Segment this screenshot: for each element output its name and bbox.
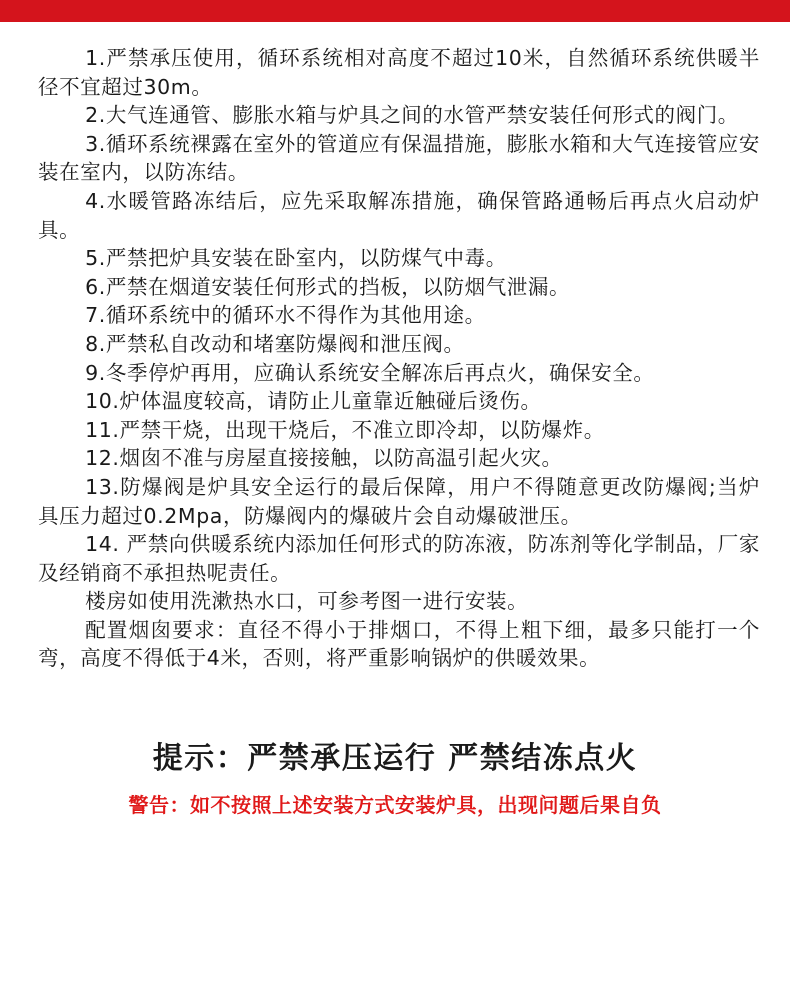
rule-1: 1.严禁承压使用，循环系统相对高度不超过10米，自然循环系统供暖半径不宜超过30m。: [38, 46, 760, 99]
rule-6: 6.严禁在烟道安装任何形式的挡板，以防烟气泄漏。: [85, 274, 571, 299]
rule-13: 13.防爆阀是炉具安全运行的最后保障，用户不得随意更改防爆阀;当炉具压力超过0.2Mpa，防爆阀内的爆破片会自动爆破泄压。: [38, 474, 760, 528]
rule-9: 9.冬季停炉再用，应确认系统安全解冻后再点火，确保安全。: [85, 360, 655, 385]
rule-10: 10.炉体温度较高，请防止儿童靠近触碰后烫伤。: [85, 389, 542, 414]
rule-7: 7.循环系统中的循环水不得作为其他用途。: [85, 303, 486, 328]
install-note: 楼房如使用洗漱热水口，可参考图一进行安装。: [85, 589, 529, 614]
chimney-requirement: 配置烟囱要求：直径不得小于排烟口，不得上粗下细，最多只能打一个弯，高度不得低于4米，否则，将严重影响锅炉的供暖效果。: [38, 617, 760, 671]
rule-2: 2.大气连通管、膨胀水箱与炉具之间的水管严禁安装任何形式的阀门。: [85, 103, 739, 128]
rule-12: 12.烟囱不准与房屋直接接触，以防高温引起火灾。: [85, 446, 563, 471]
rule-5: 5.严禁把炉具安装在卧室内，以防煤气中毒。: [85, 246, 507, 271]
rule-8: 8.严禁私自改动和堵塞防爆阀和泄压阀。: [85, 331, 465, 356]
rule-3: 3.循环系统裸露在室外的管道应有保温措施，膨胀水箱和大气连接管应安装在室内，以防冻结。: [38, 131, 760, 185]
warning-text: 警告：如不按照上述安装方式安装炉具，出现问题后果自负: [128, 793, 662, 817]
top-red-bar: [0, 0, 790, 22]
rule-4: 4.水暖管路冻结后，应先采取解冻措施，确保管路通畅后再点火启动炉具。: [38, 188, 760, 242]
notice-heading: 提示：严禁承压运行 严禁结冻点火: [152, 741, 638, 776]
rule-11: 11.严禁干烧，出现干烧后，不准立即冷却，以防爆炸。: [85, 417, 605, 442]
rule-14: 14. 严禁向供暖系统内添加任何形式的防冻液，防冻剂等化学制品，厂家及经销商不承担热呢责任。: [38, 532, 760, 585]
rules-list: [38, 44, 760, 673]
